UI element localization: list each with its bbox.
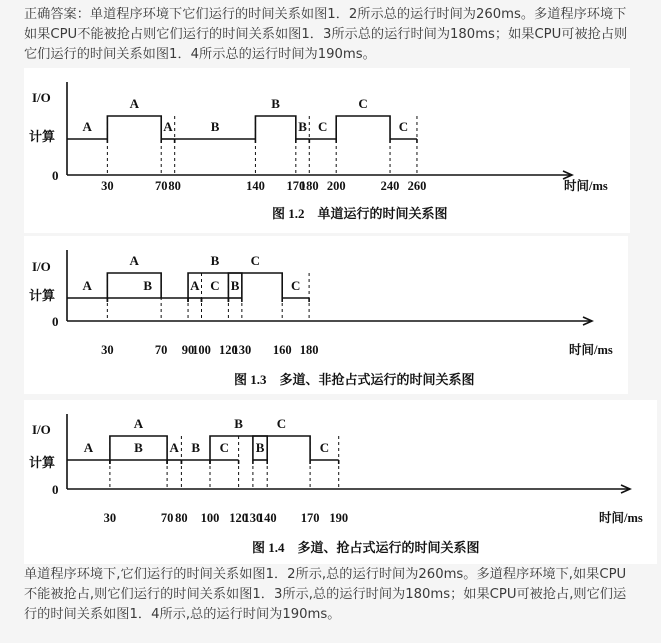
tick-label: 30 <box>101 343 114 357</box>
cpu-segment-label: B <box>230 278 240 293</box>
cpu-row-label: 计算 <box>29 288 56 303</box>
cpu-segment-label: B <box>191 440 201 455</box>
x-axis-label: 时间/ms <box>564 179 608 193</box>
cpu-segment-label: B <box>298 119 307 134</box>
io-segment-label: C <box>358 96 368 111</box>
io-segment-label: A <box>133 416 144 431</box>
io-segment-label: B <box>271 96 280 111</box>
figure-caption: 图 1.2 单道运行的时间关系图 <box>272 206 448 221</box>
timing-diagram-single <box>24 68 630 233</box>
tick-label: 70 <box>154 179 168 193</box>
io-row-label: I/O <box>32 90 51 105</box>
tick-label: 130 <box>243 511 263 525</box>
tick-label: 140 <box>257 511 277 525</box>
tick-label: 80 <box>168 179 181 193</box>
cpu-segment-label: A <box>82 119 92 134</box>
timing-diagram-preemptive <box>24 400 657 564</box>
cpu-segment-label: B <box>255 440 265 455</box>
tick-label: 130 <box>232 343 252 357</box>
cpu-segment-label: C <box>219 440 229 455</box>
io-segment <box>255 116 295 139</box>
tick-label: 200 <box>326 179 346 193</box>
tick-label: 80 <box>175 511 188 525</box>
io-segment-label: A <box>129 96 139 111</box>
tick-label: 160 <box>272 343 292 357</box>
cpu-segment-label: B <box>143 278 153 293</box>
tick-label: 120 <box>219 343 238 357</box>
tick-label: 120 <box>229 511 248 525</box>
tick-label: 100 <box>192 343 211 357</box>
io-segment <box>107 116 161 139</box>
tick-label: 180 <box>299 343 319 357</box>
cpu-row-label: 计算 <box>29 129 56 144</box>
figure-caption: 图 1.3 多道、非抢占式运行的时间关系图 <box>234 372 475 387</box>
cpu-segment-label: A <box>163 119 173 134</box>
io-segment-label: B <box>234 416 243 431</box>
tick-label: 190 <box>329 511 349 525</box>
outro-paragraph: 单道程序环境下,它们运行的时间关系如图1．2所示,总的运行时间为260ms。多道程序环境下,如果CPU不能被抢占,则它们运行的时间关系如图1．3所示,总的运行时间为180ms；如果CPU可被抢占,则它们运行的时间关系如图1．4所示,总的运行时间为190ms。 <box>24 567 627 622</box>
cpu-segment-label: C <box>210 278 220 293</box>
io-row-label: I/O <box>32 422 51 437</box>
tick-label: 70 <box>154 343 168 357</box>
cpu-segment-label: C <box>398 119 409 134</box>
io-segment-label: B <box>210 253 220 268</box>
io-segment-label: C <box>276 416 287 431</box>
cpu-row-label: 计算 <box>29 455 56 470</box>
io-segment-label: C <box>250 253 260 268</box>
io-segment <box>336 116 390 139</box>
intro-paragraph: 正确答案：单道程序环境下它们运行的时间关系如图1．2所示总的运行时间为260ms。多道程序环境下如果CPU不能被抢占则它们运行的时间关系如图1．3所示总的运行时间为180ms；如果CPU可被抢占则它们运行的时间关系如图1．4所示总的运行时间为190ms。 <box>24 7 628 62</box>
cpu-segment-label: C <box>290 278 301 293</box>
cpu-segment-label: B <box>210 119 220 134</box>
cpu-segment-label: A <box>83 440 94 455</box>
tick-label: 70 <box>160 511 174 525</box>
tick-label: 30 <box>103 511 117 525</box>
tick-label: 240 <box>380 179 400 193</box>
cpu-segment-label: C <box>319 440 330 455</box>
io-segment <box>107 273 161 298</box>
figure-1-4 <box>24 400 657 564</box>
origin-label: 0 <box>52 314 59 329</box>
cpu-segment-label: B <box>134 440 143 455</box>
origin-label: 0 <box>52 482 59 497</box>
io-row-label: I/O <box>32 259 51 274</box>
figure-1-3 <box>24 236 628 394</box>
figure-caption: 图 1.4 多道、抢占式运行的时间关系图 <box>252 540 480 555</box>
tick-label: 30 <box>101 179 114 193</box>
cpu-segment-label: A <box>190 278 200 293</box>
figure-1-2 <box>24 68 630 233</box>
cpu-segment-label: A <box>169 440 179 455</box>
origin-label: 0 <box>52 168 59 183</box>
timing-diagram-nonpreemptive <box>24 236 628 394</box>
tick-label: 180 <box>299 179 319 193</box>
cpu-segment-label: A <box>82 278 92 293</box>
io-segment-label: A <box>129 253 139 268</box>
tick-label: 140 <box>246 179 265 193</box>
tick-label: 260 <box>407 179 427 193</box>
tick-label: 100 <box>200 511 220 525</box>
x-axis-label: 时间/ms <box>599 511 643 525</box>
tick-label: 170 <box>300 511 320 525</box>
tick-label: 170 <box>286 179 306 193</box>
x-axis-label: 时间/ms <box>569 343 613 357</box>
tick-label: 90 <box>181 343 195 357</box>
cpu-segment-label: C <box>318 119 328 134</box>
